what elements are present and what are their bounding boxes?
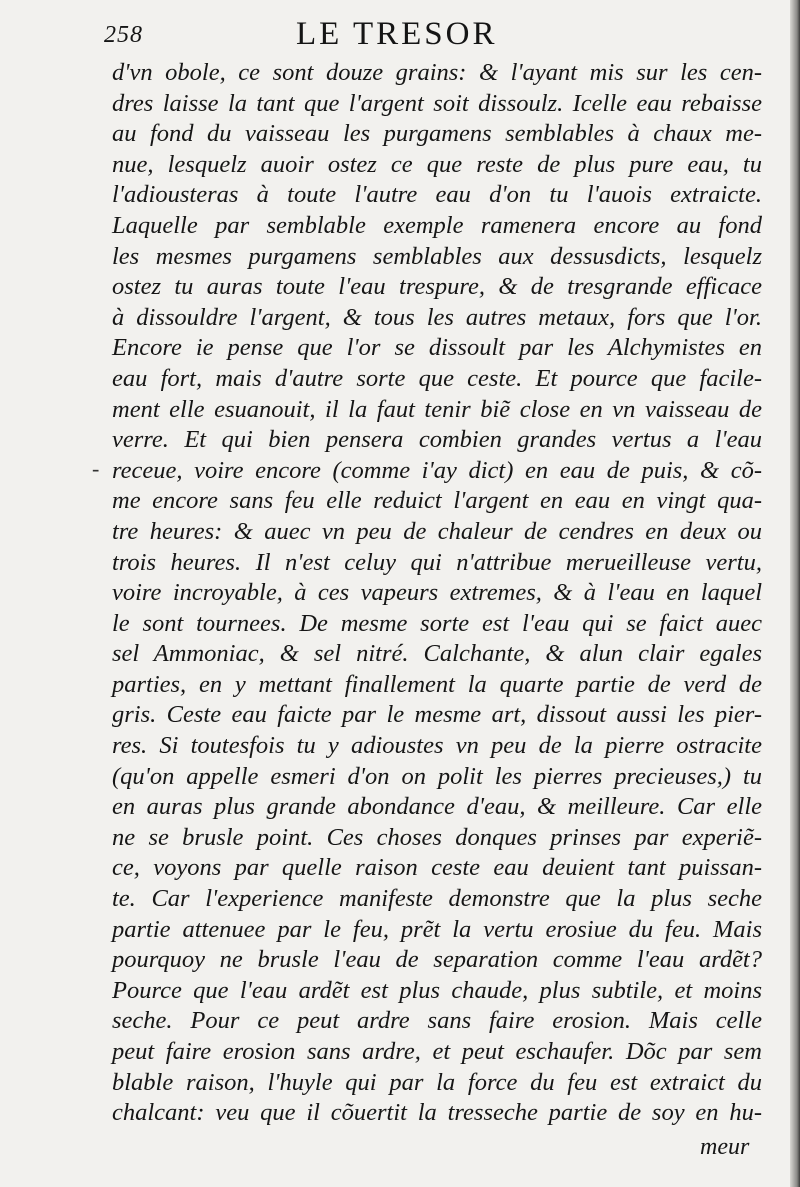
text-line: voire incroyable, à ces vapeurs extremes, & à l'eau en laquel <box>112 579 762 607</box>
text-line: res. Si toutesfois tu y adioustes vn peu de la pierre ostracite <box>112 732 762 760</box>
text-line: d'vn obole, ce sont douze grains: & l'ayant mis sur les cen- <box>112 59 762 86</box>
text-line: gris. Ceste eau faicte par le mesme art, dissout aussi les pier- <box>112 701 762 729</box>
text-line: Laquelle par semblable exemple ramenera encore au fond <box>112 211 762 239</box>
running-title: LE TRESOR <box>296 16 498 52</box>
text-line: verre. Et qui bien pensera combien grandes vertus a l'eau <box>112 426 762 454</box>
page-number: 258 <box>104 22 143 48</box>
text-line: (qu'on appelle esmeri d'on on polit les pierres precieuses,) tu <box>112 762 762 790</box>
margin-mark: - <box>92 456 100 481</box>
text-line: en auras plus grande abondance d'eau, & meilleure. Car elle <box>112 793 762 821</box>
text-line: me encore sans feu elle reduict l'argent en eau en vingt qua- <box>112 487 762 515</box>
catchword: meur <box>700 1134 750 1160</box>
text-line: trois heures. Il n'est celuy qui n'attribue merueilleuse vertu, <box>112 548 762 576</box>
text-line: pourquoy ne brusle l'eau de separation comme l'eau ardẽt? <box>112 946 762 974</box>
page-header <box>0 16 800 56</box>
text-line: les mesmes purgamens semblables aux dessusdicts, lesquelz <box>112 242 762 270</box>
text-line: nue, lesquelz auoir ostez ce que reste de plus pure eau, tu <box>112 150 762 178</box>
text-line: parties, en y mettant finallement la quarte partie de verd de <box>112 670 762 698</box>
text-line: à dissouldre l'argent, & tous les autres metaux, fors que l'or. <box>112 303 762 331</box>
text-line: te. Car l'experience manifeste demonstre que la plus seche <box>112 885 762 913</box>
text-line: Encore ie pense que l'or se dissoult par les Alchymistes en <box>112 334 762 362</box>
text-line: partie attenuee par le feu, prẽt la vertu erosiue du feu. Mais <box>112 915 762 943</box>
text-line: ment elle esuanouit, il la faut tenir biẽ close en vn vaisseau de <box>112 395 762 423</box>
text-line: eau fort, mais d'autre sorte que ceste. Et pource que facile- <box>112 364 762 392</box>
text-line: tre heures: & auec vn peu de chaleur de cendres en deux ou <box>112 517 762 545</box>
text-line: sel Ammoniac, & sel nitré. Calchante, & alun clair egales <box>112 640 762 668</box>
text-line: ostez tu auras toute l'eau trespure, & de tresgrande efficace <box>112 273 762 301</box>
text-line: au fond du vaisseau les purgamens semblables à chaux me- <box>112 120 762 148</box>
text-line: receue, voire encore (comme i'ay dict) en eau de puis, & cõ- <box>112 456 762 484</box>
text-line: l'adiousteras à toute l'autre eau d'on tu l'auois extraicte. <box>112 181 762 209</box>
text-line: le sont tournees. De mesme sorte est l'eau qui se faict auec <box>112 609 762 637</box>
text-line: chalcant: veu que il cõuertit la tresseche partie de soy en hu- <box>112 1099 762 1127</box>
page-spine-shadow <box>790 0 800 1187</box>
text-line: peut faire erosion sans ardre, et peut eschaufer. Dõc par sem <box>112 1038 762 1065</box>
text-line: Pource que l'eau ardẽt est plus chaude, plus subtile, et moins <box>112 976 762 1004</box>
text-line: dres laisse la tant que l'argent soit dissoulz. Icelle eau rebaisse <box>112 89 762 117</box>
text-line: seche. Pour ce peut ardre sans faire erosion. Mais celle <box>112 1007 762 1035</box>
text-line: blable raison, l'huyle qui par la force du feu est extraict du <box>112 1068 762 1096</box>
body-text <box>112 58 762 1129</box>
text-line: ce, voyons par quelle raison ceste eau deuient tant puissan- <box>112 854 762 882</box>
text-line: ne se brusle point. Ces choses donques prinses par experiẽ- <box>112 823 762 851</box>
